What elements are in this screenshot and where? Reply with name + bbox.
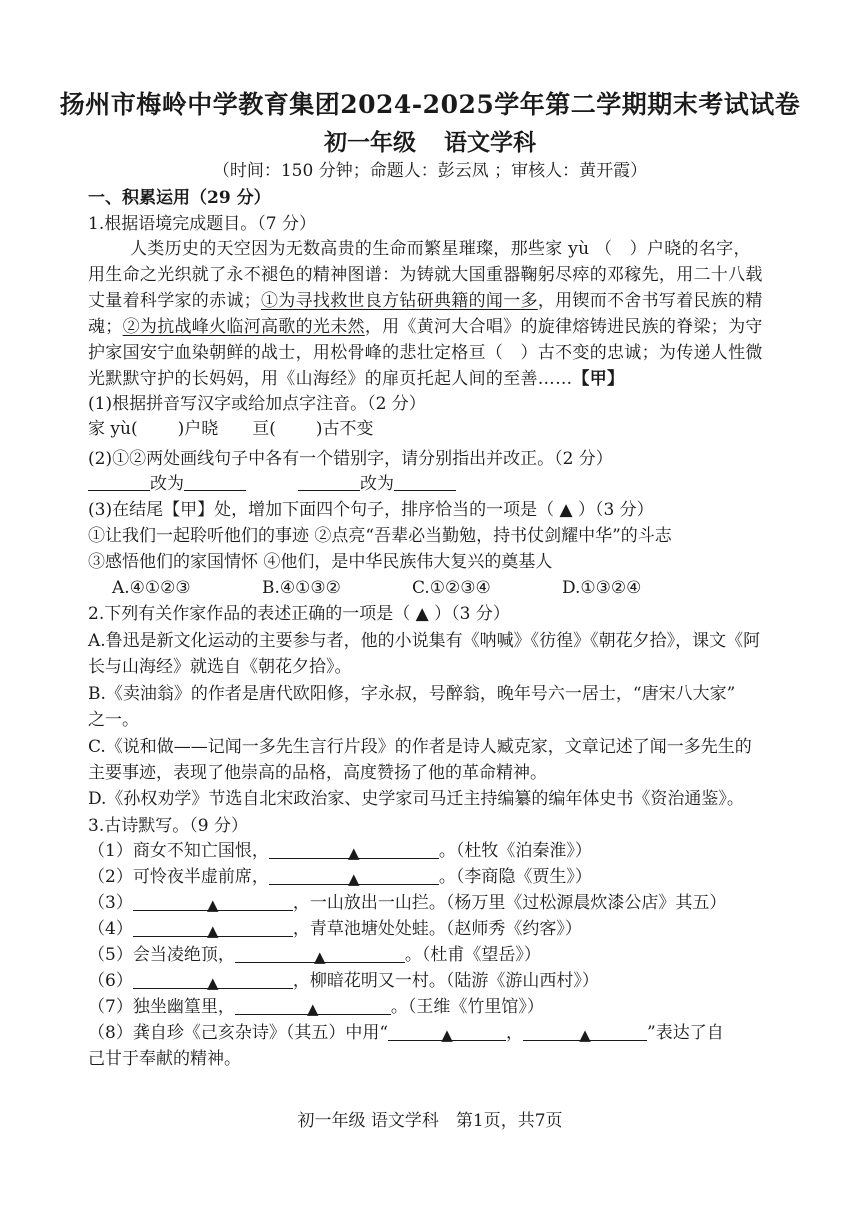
grade-label: 初一年级 [324,129,416,156]
question-2-stem: 2.下列有关作家作品的表述正确的一项是（ ▲ ）（3 分） [88,604,510,624]
answer-blank[interactable]: ▲ [235,996,391,1015]
answer-blank[interactable]: ▲ [388,1022,506,1041]
answer-blank[interactable]: ▲ [523,1022,647,1041]
passage-line: 魂；②为抗战峰火临河高歌的光未然，用《黄河大合唱》的旋律熔铸进民族的脊梁；为守 [88,317,763,337]
answer-blank[interactable] [88,472,150,491]
page-footer: 初一年级 语文学科 第1页，共7页 [297,1111,563,1131]
passage-line: 光默默守护的长妈妈，用《山海经》的扉页托起人间的至善……【甲】 [88,369,625,389]
answer-blank[interactable] [298,472,360,491]
answer-blank[interactable]: ▲ [133,970,293,989]
answer-blank[interactable]: ▲ [133,892,293,911]
passage-line: 丈量着科学家的赤诚；①为寻找救世良方钻研典籍的闻一多，用锲而不舍书写着民族的精 [88,291,763,311]
section-heading: 一、积累运用（29 分） [88,188,271,208]
poem-item: （2）可怜夜半虚前席， ▲ 。（李商隐《贾生》） [88,867,592,888]
option-a: A.④①②③ [112,578,191,598]
answer-blank[interactable] [184,472,246,491]
choice-b-cont: 之一。 [88,710,139,730]
answer-blank[interactable]: ▲ [269,866,439,885]
underlined-sentence-1: ①为寻找救世良方钻研典籍的闻一多 [261,291,538,311]
poem-item: （4） ▲ ，青草池塘处处蛙。（赵师秀《约客》） [88,919,582,940]
poem-item: （3） ▲ ，一山放出一山拦。（杨万里《过松源晨炊漆公店》其五） [88,893,727,914]
choice-a-cont: 长与山海经》就选自《朝花夕拾》。 [88,657,352,677]
sub-question-1: (1)根据拼音写汉字或给加点字注音。（2 分） [88,394,426,414]
poem-item: （6） ▲ ，柳暗花明又一村。（陆游《游山西村》） [88,971,599,992]
answer-options [112,575,812,601]
poem-item: （5）会当凌绝顶， ▲ 。（杜甫《望岳》） [88,945,541,966]
option-d: D.①③②④ [562,578,642,598]
choice-c: C.《说和做——记闻一多先生言行片段》的作者是诗人臧克家，文章记述了闻一多先生的 [88,737,752,757]
exam-subtitle [0,127,860,159]
sub-question-3: (3)在结尾【甲】处，增加下面四个句子，排序恰当的一项是（ ▲ ）（3 分） [88,500,654,520]
passage-line: 用生命之光织就了永不褪色的精神图谱：为铸就大国重器鞠躬尽瘁的邓稼先，用二十八载 [88,265,763,285]
question-3-stem: 3.古诗默写。（9 分） [88,816,248,836]
answer-blank[interactable] [394,472,456,491]
poem-item: （7）独坐幽篁里， ▲ 。（王维《竹里馆》） [88,997,544,1018]
passage-line: 人类历史的天空因为无数高贵的生命而繁星璀璨，那些家 yù （ ）户晓的名字， [130,239,751,259]
sentence-items: ①让我们一起聆听他们的事迹 ②点亮“吾辈必当勤勉，持书仗剑耀中华”的斗志 [88,526,672,546]
sentence-items: ③感悟他们的家国情怀 ④他们，是中华民族伟大复兴的奠基人 [88,552,553,572]
underlined-sentence-2: ②为抗战峰火临河高歌的光未然 [122,317,365,337]
poem-item: （1）商女不知亡国恨， ▲ 。（杜牧《泊秦淮》） [88,841,592,862]
option-b: B.④①③② [262,578,341,598]
passage-line: 护家国安宁血染朝鲜的战士，用松骨峰的悲壮定格亘（ ）古不变的忠诚；为传递人性微 [88,343,763,363]
answer-blank[interactable]: ▲ [269,840,439,859]
exam-title: 扬州市梅岭中学教育集团2024-2025学年第二学期期末考试试卷 [59,90,801,119]
sub-question-1-fill: 家 yù( )户晓 亘( )古不变 [88,419,374,439]
choice-d: D.《孙权劝学》节选自北宋政治家、史学家司马迁主持编纂的编年体史书《资治通鉴》。 [88,789,744,809]
subject-label: 语文学科 [444,129,536,156]
jia-marker: 【甲】 [572,369,625,389]
answer-blank[interactable]: ▲ [133,918,293,937]
answer-blank[interactable]: ▲ [235,944,405,963]
poem-item: （8）龚自珍《己亥杂诗》（其五）中用“ ▲ ， ▲ ”表达了自 [88,1023,724,1044]
option-c: C.①②③④ [412,578,491,598]
sub-question-2-fill: 改为 改为 [88,471,812,497]
poem-item-cont: 己甘于奉献的精神。 [88,1049,241,1069]
choice-c-cont: 主要事迹，表现了他崇高的品格，高度赞扬了他的革命精神。 [88,763,547,783]
sub-question-2: (2)①②两处画线句子中各有一个错别字，请分别指出并改正。（2 分） [88,449,613,469]
choice-b: B.《卖油翁》的作者是唐代欧阳修，字永叔，号醉翁，晚年号六一居士，“唐宋八大家” [88,684,736,704]
choice-a: A.鲁迅是新文化运动的主要参与者，他的小说集有《呐喊》《彷徨》《朝花夕拾》，课文《阿 [88,631,761,651]
exam-meta: （时间：150 分钟；命题人：彭云凤 ；审核人：黄开霞） [212,161,648,181]
question-1-stem: 1.根据语境完成题目。（7 分） [88,214,316,234]
